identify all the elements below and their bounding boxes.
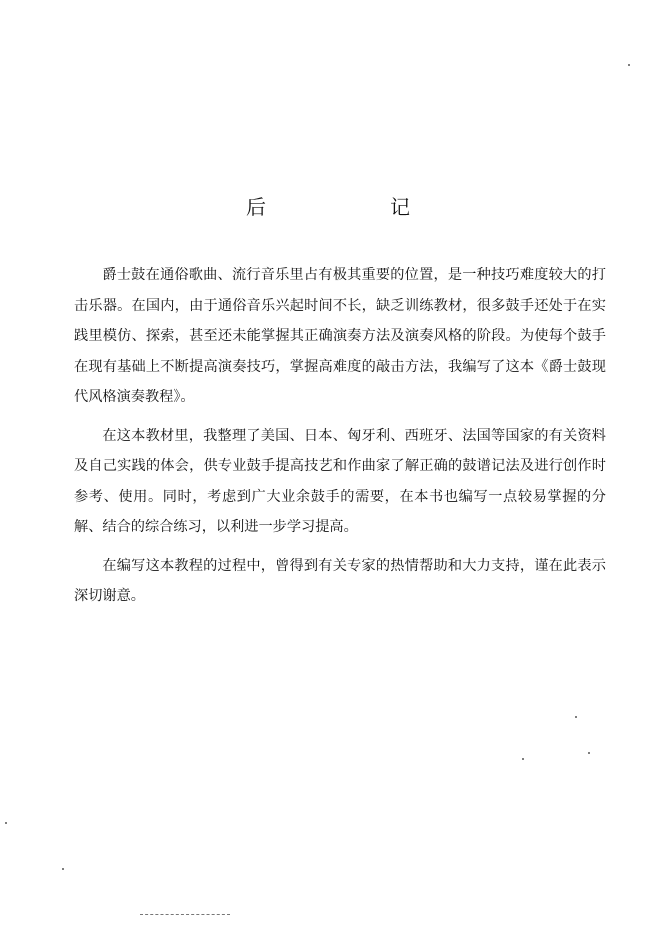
paragraph-3: 在编写这本教程的过程中，曾得到有关专家的热情帮助和大力支持，谨在此表示深切谢意。 xyxy=(74,557,606,604)
page-title: 后 记 xyxy=(246,195,462,219)
paragraph-1: 爵士鼓在通俗歌曲、流行音乐里占有极其重要的位置，是一种技巧难度较大的打击乐器。在国内，由于通俗音乐兴起时间不长，缺乏训练教材，很多鼓手还处于在实践里模仿、探索，甚至还未能掌握其正确演奏方法及演奏风格的阶段。为使每个鼓手在现有基础上不断提高演奏技巧，掌握高难度的敲击方法，我编写了这本《爵士鼓现代风格演奏教程》。 xyxy=(74,267,606,405)
scan-speck xyxy=(628,64,630,66)
scan-speck xyxy=(588,752,590,754)
scan-speck xyxy=(5,822,7,824)
scan-artifact-line xyxy=(140,914,230,916)
body-text xyxy=(74,260,606,620)
paragraph-2: 在这本教材里，我整理了美国、日本、匈牙利、西班牙、法国等国家的有关资料及自己实践的体会，供专业鼓手提高技艺和作曲家了解正确的鼓谱记法及进行创作时参考、使用。同时，考虑到广大业余鼓手的需要，在本书也编写一点较易掌握的分解、结合的综合练习，以利进一步学习提高。 xyxy=(74,427,606,535)
scan-speck xyxy=(522,758,524,760)
scan-speck xyxy=(575,716,577,718)
scan-speck xyxy=(62,868,64,870)
